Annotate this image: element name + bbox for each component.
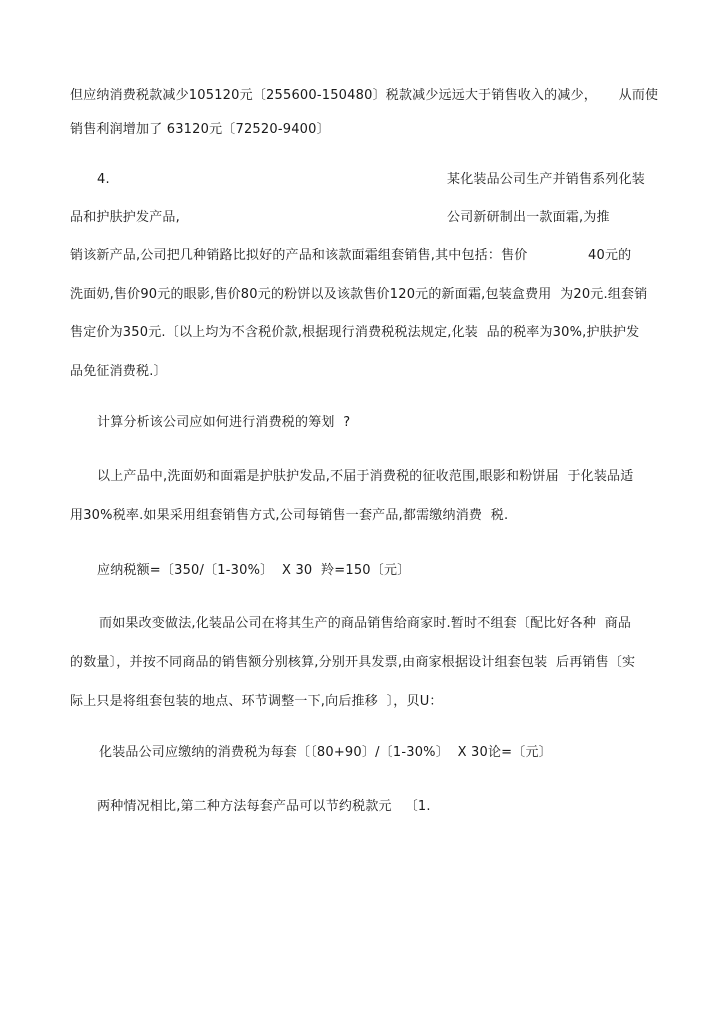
text-line: 销售利润增加了 63120元〔72520-9400〕 [70, 122, 330, 137]
question-line: 计算分析该公司应如何进行消费税的筹划 ? [97, 415, 351, 430]
formula-line: 应纳税额=〔350/〔1-30%〕 X 30 羚=150〔元〕 [97, 563, 411, 578]
text-line: 品和护肤护发产品, [70, 210, 180, 225]
text-line: 公司新研制出一款面霜,为推 [447, 210, 610, 225]
text-line: 际上只是将组套包装的地点、环节调整一下,向后推移 〕，贝U： [70, 694, 443, 709]
text-line: 销该新产品,公司把几种销路比拟好的产品和该款面霜组套销售,其中包括：售价 [70, 248, 528, 263]
text-line: 40元的 [588, 248, 632, 263]
text-line: 而如果改变做法,化装品公司在将其生产的商品销售给商家时.暂时不组套〔配比好各种 商品 [99, 616, 632, 631]
section-number: 4. [97, 172, 110, 187]
text-line: 某化装品公司生产并销售系列化装 [447, 172, 646, 187]
text-line: 品免征消费税.〕 [70, 364, 167, 379]
text-line: 的数量〕，并按不同商品的销售额分别核算,分别开具发票,由商家根据设计组套包装 后再销售〔实 [70, 655, 636, 670]
text-line: 但应纳消费税款减少105120元〔255600-150480〕税款减少远远大于销售收入的减少， 从而使 [70, 88, 659, 103]
text-line: 以上产品中,洗面奶和面霜是护肤护发品,不届于消费税的征收范围,眼影和粉饼届 于化装品适 [97, 469, 634, 484]
text-line: 两种情况相比,第二种方法每套产品可以节约税款元 〔1. [97, 799, 431, 814]
text-line: 用30%税率.如果采用组套销售方式,公司每销售一套产品,都需缴纳消费 税. [70, 508, 509, 523]
text-line: 洗面奶,售价90元的眼影,售价80元的粉饼以及该款售价120元的新面霜,包装盒费用 为20元.组套销 [70, 287, 648, 302]
formula-line: 化装品公司应缴纳的消费税为每套〔〔80+90〕/〔1-30%〕 X 30论=〔元〕 [99, 745, 552, 760]
text-line: 售定价为350元.〔以上均为不含税价款,根据现行消费税税法规定,化装 品的税率为30%,护肤护发 [70, 325, 640, 340]
